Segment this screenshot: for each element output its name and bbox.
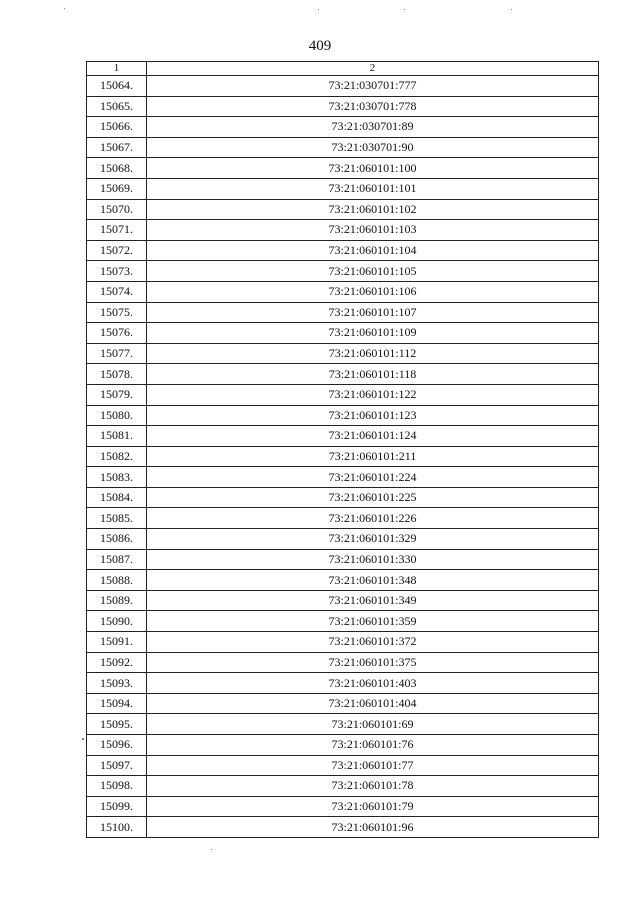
table-row [87, 323, 599, 344]
header-row [87, 62, 599, 76]
table-row [87, 796, 599, 817]
cadastral-number-cell: 73:21:060101:349 [147, 590, 599, 611]
cadastral-number-cell: 73:21:060101:100 [147, 158, 599, 179]
row-number-cell: 15086. [87, 529, 147, 550]
row-number-cell: 15068. [87, 158, 147, 179]
registry-table-body [87, 76, 599, 838]
row-number-cell: 15075. [87, 302, 147, 323]
row-number-cell: 15100. [87, 817, 147, 838]
row-number-cell: 15066. [87, 117, 147, 138]
cadastral-number-cell: 73:21:060101:225 [147, 487, 599, 508]
table-row [87, 117, 599, 138]
scan-speck [511, 9, 512, 10]
row-number-cell: 15092. [87, 652, 147, 673]
cadastral-number-cell: 73:21:060101:76 [147, 735, 599, 756]
row-number-cell: 15072. [87, 240, 147, 261]
table-row [87, 76, 599, 97]
row-number-cell: 15071. [87, 220, 147, 241]
table-row [87, 384, 599, 405]
row-number-cell: 15095. [87, 714, 147, 735]
table-row [87, 137, 599, 158]
cadastral-number-cell: 73:21:060101:124 [147, 426, 599, 447]
cadastral-number-cell: 73:21:060101:224 [147, 467, 599, 488]
table-row [87, 735, 599, 756]
row-number-cell: 15098. [87, 776, 147, 797]
row-number-cell: 15096. [87, 735, 147, 756]
row-number-cell: 15070. [87, 199, 147, 220]
table-row [87, 158, 599, 179]
row-number-cell: 15087. [87, 549, 147, 570]
row-number-cell: 15079. [87, 384, 147, 405]
table-row [87, 281, 599, 302]
table-row [87, 467, 599, 488]
row-number-cell: 15084. [87, 487, 147, 508]
cadastral-number-cell: 73:21:060101:107 [147, 302, 599, 323]
table-row [87, 96, 599, 117]
cadastral-number-cell: 73:21:060101:211 [147, 446, 599, 467]
cadastral-number-cell: 73:21:060101:78 [147, 776, 599, 797]
cadastral-number-cell: 73:21:060101:105 [147, 261, 599, 282]
column-header: 1 [87, 62, 147, 76]
row-number-cell: 15093. [87, 673, 147, 694]
cadastral-number-cell: 73:21:060101:106 [147, 281, 599, 302]
row-number-cell: 15088. [87, 570, 147, 591]
row-number-cell: 15097. [87, 755, 147, 776]
scan-speck [211, 849, 212, 850]
table-row [87, 590, 599, 611]
table-row [87, 240, 599, 261]
table-row [87, 446, 599, 467]
row-number-cell: 15081. [87, 426, 147, 447]
table-row [87, 302, 599, 323]
cadastral-number-cell: 73:21:060101:122 [147, 384, 599, 405]
registry-table [86, 61, 599, 838]
row-number-cell: 15085. [87, 508, 147, 529]
page-number: 409 [308, 38, 332, 54]
cadastral-number-cell: 73:21:030701:778 [147, 96, 599, 117]
scan-speck [404, 9, 405, 10]
row-number-cell: 15080. [87, 405, 147, 426]
table-row [87, 343, 599, 364]
cadastral-number-cell: 73:21:060101:69 [147, 714, 599, 735]
cadastral-number-cell: 73:21:060101:329 [147, 529, 599, 550]
cadastral-number-cell: 73:21:060101:79 [147, 796, 599, 817]
table-row [87, 426, 599, 447]
table-row [87, 611, 599, 632]
cadastral-number-cell: 73:21:060101:226 [147, 508, 599, 529]
cadastral-number-cell: 73:21:060101:102 [147, 199, 599, 220]
table-row [87, 776, 599, 797]
row-number-cell: 15082. [87, 446, 147, 467]
table-row [87, 529, 599, 550]
row-number-cell: 15099. [87, 796, 147, 817]
table-row [87, 405, 599, 426]
row-number-cell: 15067. [87, 137, 147, 158]
row-number-cell: 15069. [87, 178, 147, 199]
table-row [87, 570, 599, 591]
row-number-cell: 15091. [87, 632, 147, 653]
table-row [87, 632, 599, 653]
row-number-cell: 15077. [87, 343, 147, 364]
table-row [87, 508, 599, 529]
table-row [87, 714, 599, 735]
cadastral-number-cell: 73:21:060101:330 [147, 549, 599, 570]
table-row [87, 199, 599, 220]
cadastral-number-cell: 73:21:060101:112 [147, 343, 599, 364]
cadastral-number-cell: 73:21:060101:103 [147, 220, 599, 241]
scan-speck [318, 9, 319, 10]
table-row [87, 487, 599, 508]
cadastral-number-cell: 73:21:060101:372 [147, 632, 599, 653]
row-number-cell: 15076. [87, 323, 147, 344]
cadastral-number-cell: 73:21:060101:104 [147, 240, 599, 261]
column-header: 2 [147, 62, 599, 76]
row-number-cell: 15065. [87, 96, 147, 117]
table-row [87, 364, 599, 385]
scan-speck [64, 8, 65, 9]
table-row [87, 178, 599, 199]
cadastral-number-cell: 73:21:060101:359 [147, 611, 599, 632]
table-row [87, 220, 599, 241]
table-row [87, 693, 599, 714]
cadastral-number-cell: 73:21:060101:101 [147, 178, 599, 199]
cadastral-number-cell: 73:21:060101:123 [147, 405, 599, 426]
cadastral-number-cell: 73:21:060101:77 [147, 755, 599, 776]
cadastral-number-cell: 73:21:060101:403 [147, 673, 599, 694]
table-row [87, 817, 599, 838]
cadastral-number-cell: 73:21:060101:109 [147, 323, 599, 344]
table-row [87, 755, 599, 776]
row-number-cell: 15089. [87, 590, 147, 611]
cadastral-number-cell: 73:21:060101:96 [147, 817, 599, 838]
cadastral-number-cell: 73:21:030701:89 [147, 117, 599, 138]
cadastral-number-cell: 73:21:060101:375 [147, 652, 599, 673]
cadastral-number-cell: 73:21:030701:90 [147, 137, 599, 158]
row-number-cell: 15078. [87, 364, 147, 385]
row-number-cell: 15083. [87, 467, 147, 488]
table-row [87, 549, 599, 570]
table-row [87, 261, 599, 282]
row-number-cell: 15074. [87, 281, 147, 302]
table-row [87, 673, 599, 694]
cadastral-number-cell: 73:21:060101:404 [147, 693, 599, 714]
row-number-cell: 15073. [87, 261, 147, 282]
cadastral-number-cell: 73:21:060101:118 [147, 364, 599, 385]
cadastral-number-cell: 73:21:060101:348 [147, 570, 599, 591]
table-row [87, 652, 599, 673]
scan-speck [82, 738, 84, 740]
row-number-cell: 15094. [87, 693, 147, 714]
row-number-cell: 15064. [87, 76, 147, 97]
row-number-cell: 15090. [87, 611, 147, 632]
cadastral-number-cell: 73:21:030701:777 [147, 76, 599, 97]
